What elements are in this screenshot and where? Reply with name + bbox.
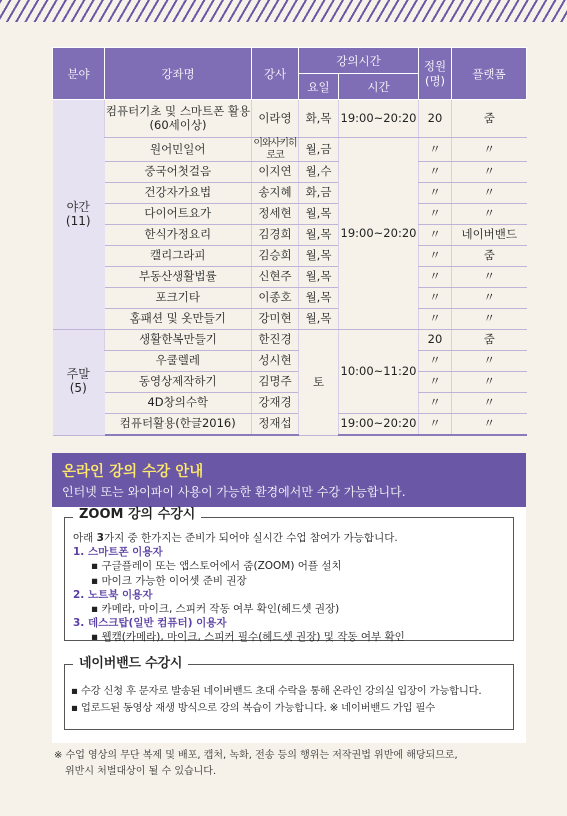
zoom-intro	[73, 531, 505, 545]
platform: 〃	[452, 309, 527, 330]
teacher-name: 송지혜	[252, 183, 299, 204]
header-day: 요일	[299, 74, 339, 100]
teacher-name: 김승희	[252, 246, 299, 267]
intro-text: 가지 중 한가지는 준비가 되어야 실시간 수업 참여가 가능합니다.	[103, 532, 398, 544]
class-day: 화,목	[299, 100, 339, 138]
course-name: 한식가정요리	[105, 225, 252, 246]
teacher-name: 이종호	[252, 288, 299, 309]
desktop-heading: 3. 데스크탑(일반 컴퓨터) 이용자	[73, 617, 227, 630]
teacher-name: 정세현	[252, 204, 299, 225]
teacher-name: 강미현	[252, 309, 299, 330]
course-name: 부동산생활법률	[105, 267, 252, 288]
divider	[215, 517, 513, 518]
course-name: 컴퓨터기초 및 스마트폰 활용 (60세이상)	[105, 100, 252, 138]
course-name: 컴퓨터활용(한글2016)	[105, 414, 252, 436]
header-time: 시간	[339, 74, 419, 100]
table-row	[53, 225, 527, 246]
class-day: 월,목	[299, 309, 339, 330]
capacity: 〃	[419, 225, 452, 246]
divider	[215, 664, 513, 665]
naverband-section	[64, 656, 514, 730]
teacher-name: 김명주	[252, 372, 299, 393]
capacity: 〃	[419, 183, 452, 204]
table-row	[53, 138, 527, 162]
list-item: ▪ 마이크 가능한 이어셋 준비 권장	[91, 574, 247, 587]
table-row	[53, 267, 527, 288]
teacher-name: 강재경	[252, 393, 299, 414]
guide-title: 온라인 강의 수강 안내	[62, 464, 204, 480]
list-item: ▪ 수강 신청 후 문자로 발송된 네이버밴드 초대 수락을 통해 온라인 강의실 입장이 가능합니다.	[71, 685, 482, 697]
table-row	[53, 309, 527, 330]
table-row	[53, 204, 527, 225]
divider	[65, 664, 73, 665]
table-row	[53, 372, 527, 393]
header-platform: 플랫폼	[452, 48, 527, 100]
platform: 〃	[452, 267, 527, 288]
teacher-name: 이라영	[252, 100, 299, 138]
course-name: 캘리그라피	[105, 246, 252, 267]
teacher-name: 신현주	[252, 267, 299, 288]
platform: 〃	[452, 138, 527, 162]
teacher-name: 성시현	[252, 351, 299, 372]
online-guide-box	[52, 453, 526, 743]
table-row	[53, 414, 527, 436]
platform: 〃	[452, 183, 527, 204]
class-day: 월,목	[299, 288, 339, 309]
table-row	[53, 393, 527, 414]
platform: 〃	[452, 288, 527, 309]
class-day: 화,금	[299, 183, 339, 204]
intro-number: 3	[96, 532, 104, 544]
guide-subtitle: 인터넷 또는 와이파이 사용이 가능한 환경에서만 수강 가능합니다.	[62, 485, 406, 499]
capacity: 〃	[419, 351, 452, 372]
course-name: 4D창의수학	[105, 393, 252, 414]
class-time: 19:00~20:20	[339, 414, 419, 436]
course-name: 건강자가요법	[105, 183, 252, 204]
decorative-stripe	[0, 0, 567, 22]
class-day: 월,목	[299, 246, 339, 267]
teacher-name: 정재섭	[252, 414, 299, 436]
platform: 〃	[452, 372, 527, 393]
header-capacity: 정원 (명)	[419, 48, 452, 100]
course-name: 동영상제작하기	[105, 372, 252, 393]
platform: 〃	[452, 162, 527, 183]
class-day: 월,금	[299, 138, 339, 162]
platform: 〃	[452, 393, 527, 414]
course-name: 생활한복만들기	[105, 330, 252, 351]
table-row	[53, 351, 527, 372]
platform: 〃	[452, 351, 527, 372]
capacity: 〃	[419, 162, 452, 183]
course-name: 원어민일어	[105, 138, 252, 162]
table-row	[53, 183, 527, 204]
platform: 줌	[452, 246, 527, 267]
capacity: 〃	[419, 138, 452, 162]
class-time-merged: 10:00~11:20	[339, 330, 419, 414]
header-teacher: 강사	[252, 48, 299, 100]
category-weekend: 주말 (5)	[53, 330, 105, 436]
capacity: 〃	[419, 309, 452, 330]
laptop-heading: 2. 노트북 이용자	[73, 588, 153, 601]
header-field: 분야	[53, 48, 105, 100]
teacher-name: 한진경	[252, 330, 299, 351]
footnote-line: ※ 수업 영상의 무단 복제 및 배포, 캡처, 녹화, 전송 등의 행위는 저작권법 위반에 해당되므로,	[54, 750, 458, 761]
platform: 줌	[452, 100, 527, 138]
course-name: 다이어트요가	[105, 204, 252, 225]
table-row	[53, 330, 527, 351]
capacity: 20	[419, 330, 452, 351]
capacity: 20	[419, 100, 452, 138]
table-row	[53, 288, 527, 309]
capacity: 〃	[419, 414, 452, 436]
class-time-merged: 19:00~20:20	[339, 138, 419, 330]
list-item: ▪ 구글플레이 또는 앱스토어에서 줌(ZOOM) 어플 설치	[91, 560, 342, 573]
intro-text: 아래	[73, 532, 97, 544]
class-time: 19:00~20:20	[339, 100, 419, 138]
platform: 네이버밴드	[452, 225, 527, 246]
copyright-footnote	[54, 748, 534, 780]
list-item: ▪ 카메라, 마이크, 스피커 작동 여부 확인(헤드셋 권장)	[91, 603, 340, 616]
list-item: ▪ 웹캠(카메라), 마이크, 스피커 필수(헤드셋 권장) 및 작동 여부 확인	[91, 631, 405, 644]
capacity: 〃	[419, 204, 452, 225]
course-schedule-table	[52, 47, 527, 436]
teacher-name: 김경희	[252, 225, 299, 246]
teacher-name: 이지연	[252, 162, 299, 183]
capacity: 〃	[419, 393, 452, 414]
table-row	[53, 162, 527, 183]
class-day-merged: 토	[299, 330, 339, 436]
category-night: 야간 (11)	[53, 100, 105, 330]
footnote-line: 위반시 처벌대상이 될 수 있습니다.	[65, 766, 217, 777]
guide-header	[52, 453, 526, 507]
capacity: 〃	[419, 267, 452, 288]
smartphone-heading: 1. 스마트폰 이용자	[73, 546, 163, 559]
table-row	[53, 246, 527, 267]
list-item: ▪ 업로드된 동영상 재생 방식으로 강의 복습이 가능합니다. ※ 네이버밴드 가입 필수	[71, 702, 435, 714]
course-name: 중국어첫걸음	[105, 162, 252, 183]
zoom-heading: ZOOM 강의 수강시	[73, 508, 201, 522]
platform: 〃	[452, 204, 527, 225]
platform: 〃	[452, 414, 527, 436]
class-day: 월,목	[299, 225, 339, 246]
teacher-name: 이와사키히로코	[253, 138, 297, 161]
class-day: 월,수	[299, 162, 339, 183]
zoom-section	[64, 507, 514, 644]
capacity: 〃	[419, 246, 452, 267]
course-name: 포크기타	[105, 288, 252, 309]
course-name: 우쿨렐레	[105, 351, 252, 372]
capacity: 〃	[419, 288, 452, 309]
capacity: 〃	[419, 372, 452, 393]
header-course: 강좌명	[105, 48, 252, 100]
header-time-group: 강의시간	[299, 48, 419, 74]
table-row	[53, 100, 527, 138]
divider	[65, 517, 73, 518]
class-day: 월,목	[299, 204, 339, 225]
naverband-heading: 네이버밴드 수강시	[73, 655, 188, 672]
course-name: 홈패션 및 옷만들기	[105, 309, 252, 330]
class-day: 월,목	[299, 267, 339, 288]
platform: 줌	[452, 330, 527, 351]
